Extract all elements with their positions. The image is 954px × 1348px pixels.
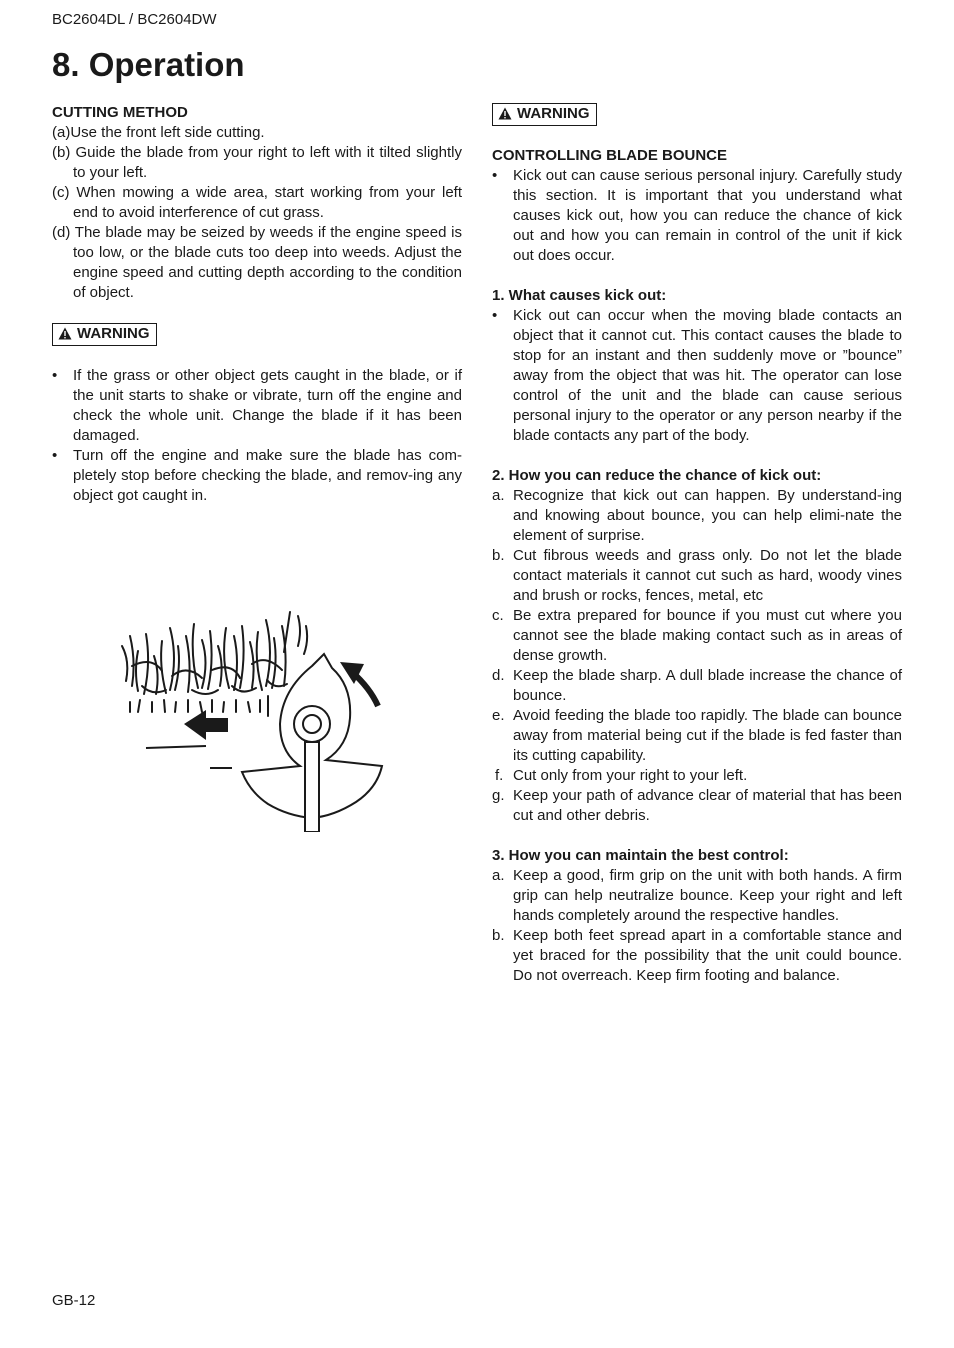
item-text: Be extra prepared for bounce if you must cut where you cannot see the blade making contact such as in areas of dense growth. <box>513 607 902 664</box>
list-item: a. Recognize that kick out can happen. By understand-ing and knowing about bounce, you can help elimi-nate the element of surprise. <box>492 487 902 544</box>
list-item: g. Keep your path of advance clear of material that has been cut and other debris. <box>492 787 902 824</box>
control-list <box>492 866 902 986</box>
warning-triangle-icon <box>498 107 512 120</box>
reduce-kick-out-heading: 2. How you can reduce the chance of kick out: <box>492 467 822 484</box>
list-item <box>52 143 462 183</box>
left-column <box>52 103 462 506</box>
warning-box <box>492 103 597 126</box>
controlling-blade-bounce-heading: CONTROLLING BLADE BOUNCE <box>492 147 727 164</box>
item-marker: (d) <box>52 224 71 241</box>
grass-drawing <box>122 612 307 716</box>
item-text: Guide the blade from your right to left with it tilted slightly to your left. <box>73 144 462 181</box>
right-column <box>492 103 902 986</box>
list-item: f. Cut only from your right to your left. <box>495 767 748 784</box>
item-text: The blade may be seized by weeds if the engine speed is too low, or the blade cuts too deep into weeds. Adjust the engine speed and cutting depth according to the condition of object. <box>73 224 462 301</box>
item-text: Cut fibrous weeds and grass only. Do not let the blade contact materials it cannot cut such as hard, woody vines and brush or rocks, fences, metal, etc <box>513 547 902 604</box>
item-text: Keep your path of advance clear of material that has been cut and other debris. <box>513 787 902 824</box>
item-marker: (b) <box>52 144 71 161</box>
model-header: BC2604DL / BC2604DW <box>52 11 217 28</box>
cutting-direction-illustration <box>112 606 412 832</box>
warning-label: WARNING <box>77 325 150 342</box>
list-item: • Kick out can cause serious personal injury. Carefully study this section. It is important that you understand what causes kick out, how you can reduce the chance of kick out and how you can remain in control of the unit if kick out does occur. <box>492 167 902 264</box>
list-item: b. Keep both feet spread apart in a comfortable stance and yet braced for the possibility that the unit could bounce. Do not overreach. Keep firm footing and balance. <box>492 927 902 984</box>
warning-list <box>52 366 462 506</box>
item-text: When mowing a wide area, start working from your left end to avoid interference of cut grass. <box>73 184 463 221</box>
item-text: Keep the blade sharp. A dull blade increase the chance of bounce. <box>513 667 902 704</box>
causes-list <box>492 306 902 446</box>
cutting-intro: (a)Use the front left side cutting. <box>52 124 265 141</box>
item-text: Avoid feeding the blade too rapidly. The blade can bounce away from material being cut if the blade is fed faster than its cutting capability. <box>513 707 902 764</box>
item-marker: (c) <box>52 184 70 201</box>
page-number: GB-12 <box>52 1292 96 1309</box>
page-title: 8. Operation <box>52 46 245 83</box>
cutting-method-heading: CUTTING METHOD <box>52 104 188 121</box>
list-item <box>52 183 462 223</box>
item-text: Cut only from your right to your left. <box>513 767 748 784</box>
list-item: • If the grass or other object gets caught in the blade, or if the unit starts to shake or vibrate, turn off the engine and check the whole unit. Change the blade if it has been damaged. <box>52 367 462 444</box>
ground-line <box>146 746 206 748</box>
item-text: If the grass or other object gets caught in the blade, or if the unit starts to shake or vibrate, turn off the engine and check the whole unit. Change the blade if it has been damaged. <box>73 367 462 444</box>
reduce-list <box>492 486 902 826</box>
list-item: • Turn off the engine and make sure the blade has com-pletely stop before checking the blade, and remov-ing any object got caught in. <box>52 447 462 504</box>
item-text: Keep both feet spread apart in a comfortable stance and yet braced for the possibility that the unit could bounce. Do not overreach. Keep firm footing and balance. <box>513 927 902 984</box>
left-arrow-icon <box>184 710 228 740</box>
list-item: a. Keep a good, firm grip on the unit with both hands. A firm grip can help neutralize bounce. Keep your right and left hands completely around the respective handles. <box>492 867 902 924</box>
list-item <box>52 223 462 303</box>
list-item: b. Cut fibrous weeds and grass only. Do not let the blade contact materials it cannot cut such as hard, woody vines and brush or rocks, fences, metal, etc <box>492 547 902 604</box>
bounce-list <box>492 166 902 266</box>
list-item: c. Be extra prepared for bounce if you must cut where you cannot see the blade making contact such as in areas of dense growth. <box>492 607 902 664</box>
warning-label: WARNING <box>517 105 590 122</box>
list-item: e. Avoid feeding the blade too rapidly. The blade can bounce away from material being cut if the blade is fed faster than its cutting capability. <box>492 707 902 764</box>
list-item: • Kick out can occur when the moving blade contacts an object that it cannot cut. This contact causes the blade to stop for an instant and then suddenly move or ”bounce” away from the object that was hit. The operator can lose control of the unit and the blade can cause serious personal injury to the operator or any person nearby if the blade contacts any part of the body. <box>492 307 902 444</box>
item-text: Kick out can cause serious personal injury. Carefully study this section. It is important that you understand what causes kick out, how you can reduce the chance of kick out and how you can remain in control of the unit if kick out does occur. <box>513 167 902 264</box>
warning-box <box>52 323 157 346</box>
warning-triangle-icon <box>58 327 72 340</box>
maintain-control-heading: 3. How you can maintain the best control: <box>492 847 789 864</box>
item-text: Recognize that kick out can happen. By understand-ing and knowing about bounce, you can help elimi-nate the element of surprise. <box>513 487 902 544</box>
what-causes-kick-out-heading: 1. What causes kick out: <box>492 287 667 304</box>
list-item: d. Keep the blade sharp. A dull blade increase the chance of bounce. <box>492 667 902 704</box>
cutting-list <box>52 143 462 303</box>
item-text: Keep a good, firm grip on the unit with both hands. A firm grip can help neutralize bounce. Keep your right and left hands completely around the respective handles. <box>513 867 902 924</box>
item-text: Turn off the engine and make sure the blade has com-pletely stop before checking the blade, and remov-ing any object got caught in. <box>73 447 462 504</box>
item-text: Kick out can occur when the moving blade contacts an object that it cannot cut. This contact causes the blade to stop for an instant and then suddenly move or ”bounce” away from the object that was hit. The operator can lose control of the unit and the blade can cause serious personal injury to the operator or any person nearby if the blade contacts any part of the body. <box>513 307 902 444</box>
